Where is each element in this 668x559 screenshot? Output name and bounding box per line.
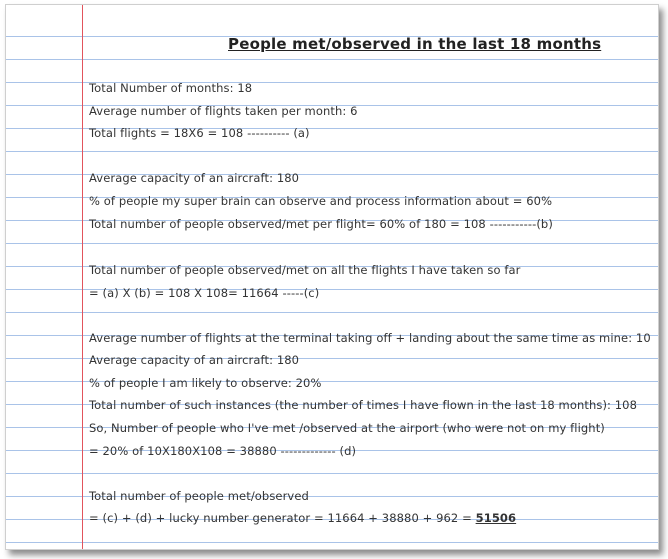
page-title: People met/observed in the last 18 months [228, 35, 602, 53]
flights-per-month-line: Average number of flights taken per month: 6 [89, 104, 358, 118]
all-flights-calc-line: = (a) X (b) = 108 X 108= 11664 -----(c) [89, 286, 320, 300]
aircraft-capacity-line-2: Average capacity of an aircraft: 180 [89, 353, 300, 367]
margin-line [82, 5, 83, 549]
per-flight-line: Total number of people observed/met per flight= 60% of 180 = 108 -----------(b) [89, 217, 553, 231]
final-result: 51506 [475, 511, 517, 525]
notebook-page [5, 4, 659, 550]
observe-percent-line: % of people my super brain can observe and process information about = 60% [89, 194, 553, 208]
airport-people-line: So, Number of people who I've met /observed at the airport (who were not on my flight) [89, 421, 605, 435]
total-calc-text: = (c) + (d) + lucky number generator = 11664 + 38880 + 962 = [89, 511, 476, 525]
months-line: Total Number of months: 18 [89, 81, 253, 95]
observe-percent-line-2: % of people I am likely to observe: 20% [89, 376, 322, 390]
terminal-flights-line: Average number of flights at the terminal taking off + landing about the same time as mine: 10 [89, 331, 651, 345]
aircraft-capacity-line: Average capacity of an aircraft: 180 [89, 171, 300, 185]
total-people-line: Total number of people met/observed [89, 489, 309, 503]
total-flights-line: Total flights = 18X6 = 108 ---------- (a) [89, 126, 310, 140]
total-people-calc-line [89, 511, 516, 525]
airport-calc-line: = 20% of 10X180X108 = 38880 ------------- (d) [89, 444, 357, 458]
instances-line: Total number of such instances (the number of times I have flown in the last 18 months): 108 [89, 398, 638, 412]
all-flights-line: Total number of people observed/met on all the flights I have taken so far [89, 263, 521, 277]
